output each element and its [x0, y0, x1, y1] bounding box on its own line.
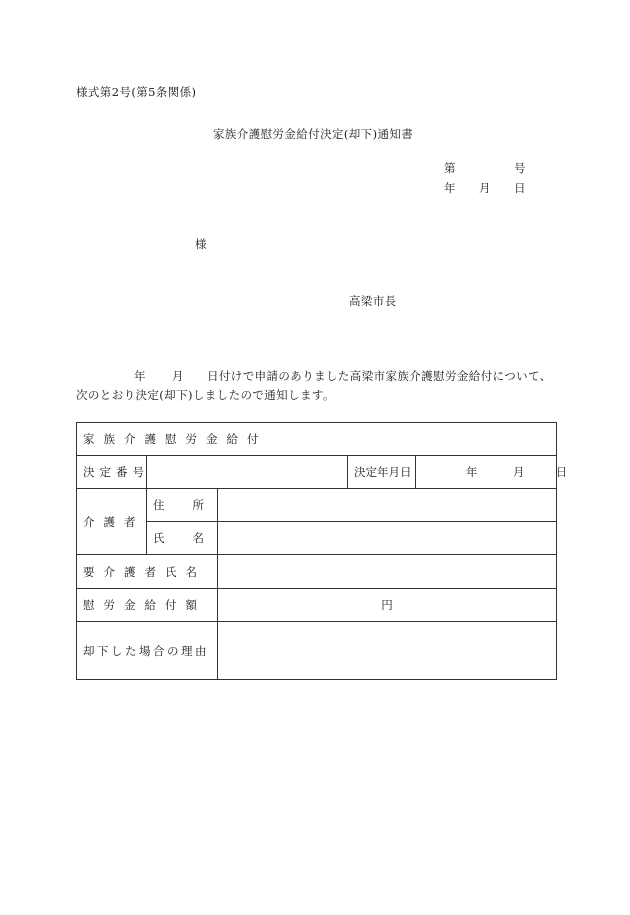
- doc-number-prefix: 第: [444, 161, 456, 175]
- document-title: 家族介護慰労金給付決定(却下)通知書: [213, 127, 414, 141]
- table-header-cell: [77, 423, 557, 456]
- address-row: [77, 489, 557, 522]
- address-label: 住所: [153, 498, 232, 512]
- form-number: 様式第2号(第5条関係): [76, 85, 197, 99]
- name-label-cell: [147, 522, 232, 555]
- sender-name: 高梁市長: [349, 294, 397, 308]
- decision-date-day: 日: [555, 465, 568, 479]
- amount-unit: 円: [381, 598, 393, 612]
- decision-number-label-cell: [77, 456, 147, 489]
- care-recipient-field[interactable]: [218, 555, 557, 589]
- date-month: 月: [479, 181, 491, 195]
- decision-table: [76, 422, 568, 680]
- care-recipient-label-cell: [77, 555, 218, 589]
- decision-date-label-cell: [348, 456, 416, 489]
- address-label-cell: [147, 489, 232, 522]
- date-day: 日: [514, 181, 526, 195]
- decision-date-field[interactable]: [416, 456, 568, 489]
- body-line1: 日付けで申請のありました高梁市家族介護慰労金給付について、: [207, 369, 552, 383]
- rejection-reason-label: 却下した場合の理由: [83, 643, 209, 658]
- body-year: 年: [134, 369, 146, 383]
- amount-field[interactable]: [218, 589, 557, 622]
- rejection-reason-label-cell: [77, 622, 218, 680]
- amount-row: [77, 589, 557, 622]
- caregiver-label-cell: [77, 489, 147, 555]
- caregiver-label: 介護者: [83, 514, 145, 529]
- amount-label: 慰労金給付額: [83, 598, 206, 612]
- name-field[interactable]: [218, 522, 557, 555]
- body-line2: 次のとおり決定(却下)しましたので通知します。: [76, 388, 335, 402]
- table-header-label: 家族介護慰労金給付: [83, 432, 268, 446]
- care-recipient-row: [77, 555, 557, 589]
- decision-date-month: 月: [512, 465, 525, 479]
- decision-number-label: 決定番号: [83, 465, 149, 479]
- rejection-reason-row: [77, 622, 557, 680]
- rejection-reason-field[interactable]: [218, 622, 557, 680]
- amount-label-cell: [77, 589, 218, 622]
- decision-row: [77, 456, 557, 489]
- care-recipient-label: 要介護者氏名: [83, 564, 206, 579]
- name-label: 氏名: [153, 531, 232, 545]
- date-year: 年: [444, 181, 456, 195]
- decision-number-field[interactable]: [147, 456, 348, 489]
- address-field[interactable]: [218, 489, 557, 522]
- decision-date-label: 決定年月日: [354, 465, 412, 479]
- name-row: [77, 522, 557, 555]
- addressee-suffix: 様: [195, 237, 207, 251]
- doc-number-suffix: 号: [514, 161, 526, 175]
- body-month: 月: [172, 369, 184, 383]
- decision-date-year: 年: [466, 465, 478, 479]
- table-header-row: [77, 423, 557, 456]
